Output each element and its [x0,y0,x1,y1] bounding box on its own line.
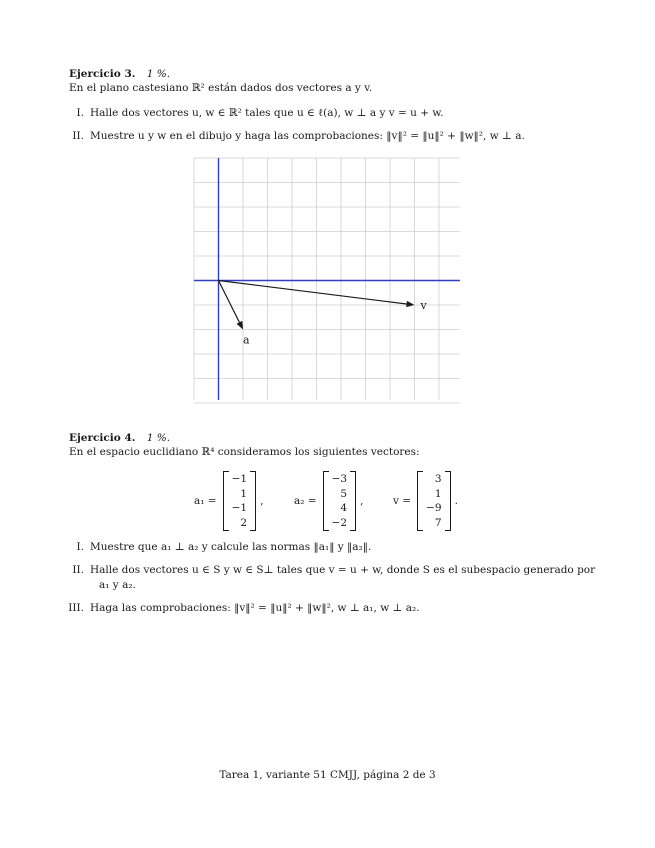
ex4-percent: 1 %. [146,432,171,444]
ex4-heading [69,432,170,444]
vector-a-shaft [219,281,240,323]
a2-entry: −3 [331,473,348,485]
v-entry: −9 [426,502,442,514]
vector-v [393,471,458,531]
a1-entry: −1 [231,502,248,514]
vector-a2-comma: , [360,495,364,507]
ex4-item-1 [62,541,371,553]
ex4-item-3 [62,602,420,614]
vector-v-label: v [420,299,427,312]
vector-a-head [237,321,243,330]
ex4-item-3-number: III. [68,602,84,614]
vector-v-matrix-label: v = [393,495,412,507]
vector-v-shaft [219,281,407,305]
vector-a2-label: a₂ = [294,495,317,507]
ex4-item-2 [62,564,595,576]
vector-a2 [294,471,363,531]
vector-a1-matrix [223,471,256,531]
vector-a1-label: a₁ = [194,495,217,507]
ex3-item-1-text: Halle dos vectores u, w ∈ ℝ² tales que u ∈ ℓ(a), w ⊥ a y v = u + w. [90,107,444,119]
a1-entry: 1 [240,487,248,500]
ex3-intro: En el plano castesiano ℝ² están dados dos vectores a y v. [69,82,373,94]
ex4-item-1-text: Muestre que a₁ ⊥ a₂ y calcule las normas ‖a₁‖ y ‖a₂‖. [90,541,372,553]
v-entry: 1 [434,487,442,500]
vector-a2-matrix [323,471,356,531]
v-entry: 7 [434,516,442,529]
a2-entry: −2 [331,516,348,529]
vector-a-label: a [243,333,250,347]
vector-v-period: . [454,495,458,507]
vector-a1-comma: , [260,495,264,507]
a2-entry: 5 [340,487,348,500]
ex4-title: Ejercicio 4. [69,432,136,444]
a1-entry: −1 [231,473,248,485]
figure-axes [194,158,460,400]
ex4-item-3-text: Haga las comprobaciones: ‖v‖² = ‖u‖² + ‖w‖², w ⊥ a₁, w ⊥ a₂. [90,602,420,614]
ex3-item-2-number: II. [72,130,84,142]
ex4-item-2-number: II. [72,564,84,576]
vector-v-matrix [417,471,450,531]
page-footer: Tarea 1, variante 51 CMJJ, página 2 de 3 [219,769,436,781]
ex3-item-1-number: I. [76,107,84,119]
ex4-item-2-text: Halle dos vectores u ∈ S y w ∈ S⊥ tales que v = u + w, donde S es el subespacio generado por [90,564,596,576]
vector-a1 [194,471,263,531]
ex3-title: Ejercicio 3. [69,68,136,80]
ex3-item-2-text: Muestre u y w en el dibujo y haga las comprobaciones: ‖v‖² = ‖u‖² + ‖w‖², w ⊥ a. [90,130,525,142]
ex4-item-1-number: I. [76,541,84,553]
ex4-item-2-continuation: a₁ y a₂. [99,579,136,591]
ex3-percent: 1 %. [146,68,171,80]
vector-v-head [406,301,414,307]
v-entry: 3 [434,473,442,485]
ex4-intro: En el espacio euclidiano ℝ⁴ consideramos los siguientes vectores: [69,446,420,458]
a2-entry: 4 [340,502,348,514]
a1-entry: 2 [240,516,248,529]
